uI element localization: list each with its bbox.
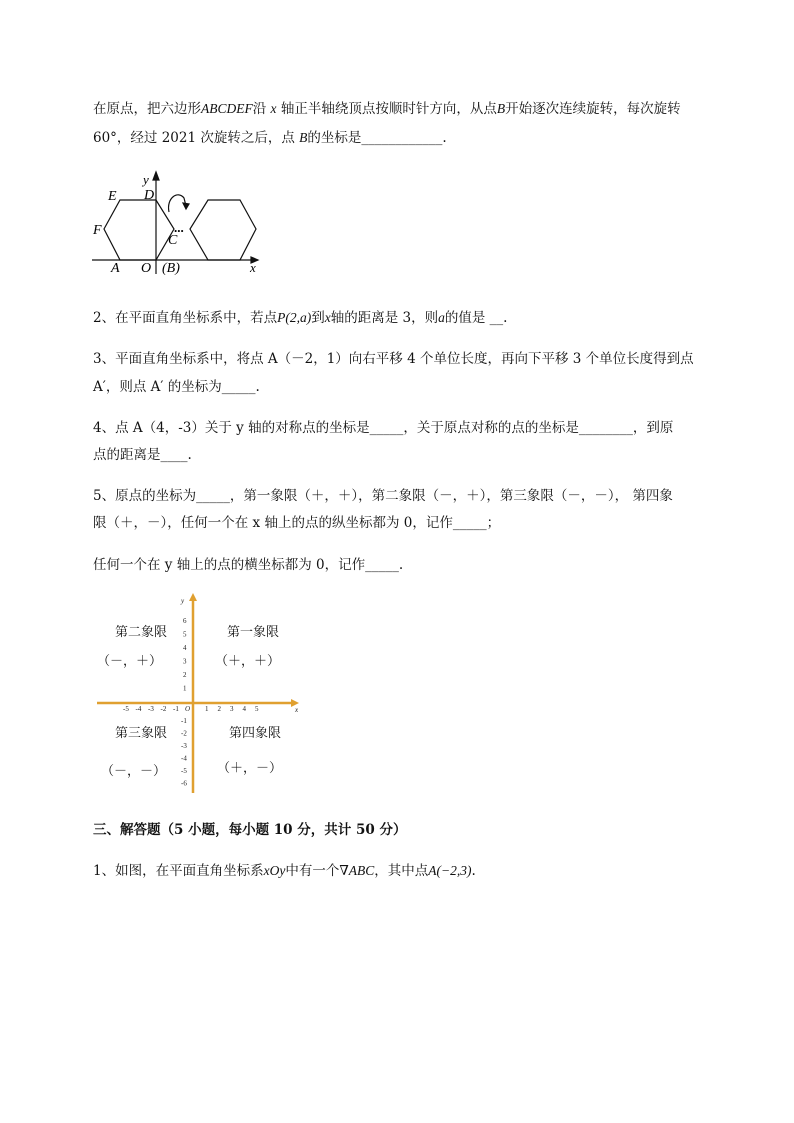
s3q1-text: 中有一个 (285, 863, 340, 879)
point-p: P(2,a) (277, 310, 312, 325)
point-var: B (496, 101, 506, 116)
tick-label: -4 (181, 754, 187, 763)
triangle-name: ∇ABC (339, 863, 375, 878)
q2-line (93, 309, 507, 327)
var-a: a (438, 310, 445, 325)
quadrant-y-arrow-icon (189, 593, 197, 601)
tick-label: 5 (183, 630, 187, 639)
tick-label: 5 (255, 705, 259, 713)
tick-label: -5 (181, 767, 187, 775)
quadrant-4-name: 第四象限 (229, 725, 282, 740)
q1-text: 在原点，把六边形 (93, 101, 201, 117)
hexagon-rotated (190, 200, 256, 260)
q5-line-1: 5、原点的坐标为_____，第一象限（＋，＋），第二象限（－，＋），第三象限（－，－）， 第四象 (93, 488, 673, 504)
q2-text: 轴的距离是 3，则 (330, 310, 439, 326)
label-b: (B) (162, 261, 180, 276)
hexagon-rotation-figure (88, 168, 268, 280)
s3q1-text: 1、如图，在平面直角坐标系 (93, 863, 264, 879)
quadrant-x-label: x (295, 706, 299, 714)
tick-label: -1 (181, 717, 187, 725)
q1-text: 60°，经过 2021 次旋转之后，点 (93, 130, 295, 146)
tick-label: 2 (183, 671, 187, 679)
quadrant-1-name: 第一象限 (227, 624, 280, 639)
q3-line-2: A′，则点 A′ 的坐标为_____. (93, 379, 260, 395)
quadrant-origin: O (185, 705, 191, 713)
coord-system: xOy (263, 863, 286, 878)
hexagon-abcdef (104, 200, 174, 260)
label-y: y (143, 172, 149, 187)
q5-line-3: 任何一个在 y 轴上的点的横坐标都为 0，记作_____. (93, 557, 404, 573)
q1-text: 的坐标是____________. (307, 130, 447, 146)
tick-label: 1 (183, 684, 187, 693)
tick-label: 2 (217, 705, 221, 713)
tick-label: -2 (181, 729, 187, 738)
q1-line-2 (93, 129, 447, 147)
label-dots: ... (174, 220, 184, 235)
quadrant-3-name: 第三象限 (115, 725, 168, 740)
q2-text: 到 (311, 310, 325, 326)
quadrant-3-sign: （－，－） (101, 763, 167, 778)
y-axis-arrow (153, 172, 159, 180)
quadrant-y-label: y (181, 597, 185, 605)
tick-label: -4 (135, 705, 142, 713)
tick-label: 4 (242, 705, 246, 713)
label-x: x (250, 260, 256, 275)
quadrant-figure (95, 593, 305, 798)
tick-label: -5 (123, 705, 129, 713)
quadrant-4-sign: （＋，－） (217, 760, 283, 775)
label-o: O (141, 261, 152, 276)
tick-label: 6 (183, 617, 187, 625)
tick-label: 4 (183, 644, 187, 652)
s3q1-text: ，其中点 (374, 863, 429, 879)
quadrant-2-sign: （－，＋） (97, 653, 163, 668)
q4-line-1: 4、点 A（4，-3）关于 y 轴的对称点的坐标是_____，关于原点对称的点的坐标是________，到原 (93, 420, 674, 436)
tick-label: -1 (173, 705, 179, 713)
s3q1-text: . (471, 863, 476, 879)
quadrant-2-name: 第二象限 (115, 624, 168, 639)
label-f: F (93, 223, 102, 238)
section-3-heading: 三、解答题（5 小题，每小题 10 分，共计 50 分） (93, 822, 407, 838)
tick-label: -6 (181, 779, 187, 788)
point-var: B (299, 130, 308, 145)
q2-text: 的值是 __. (444, 310, 508, 326)
s3q1-line (93, 862, 476, 880)
label-d: D (144, 188, 155, 203)
q2-text: 2、在平面直角坐标系中，若点 (93, 310, 278, 326)
q1-text: 开始逐次连续旋转，每次旋转 (505, 101, 681, 117)
label-e: E (108, 189, 117, 204)
q4-line-2: 点的距离是____. (93, 447, 192, 463)
tick-label: 3 (183, 657, 187, 666)
label-c: C (168, 233, 178, 248)
axis-var: x (324, 310, 331, 325)
quadrant-1-sign: （＋，＋） (215, 653, 281, 668)
tick-label: -2 (160, 705, 167, 713)
axis-var: x (270, 101, 277, 116)
tick-label: 3 (230, 705, 234, 713)
hexagon-name: ABCDEF (201, 101, 253, 116)
q1-text: 沿 (252, 101, 267, 117)
label-a: A (111, 261, 120, 276)
tick-label: -3 (181, 742, 187, 750)
rotation-arrowhead-icon (183, 203, 189, 209)
point-a: A(−2,3) (428, 863, 472, 878)
q3-line-1: 3、平面直角坐标系中，将点 A（－2，1）向右平移 4 个单位长度，再向下平移 3 个单位长度得到点 (93, 351, 694, 367)
q1-text: 轴正半轴绕顶点按顺时针方向，从点 (280, 101, 497, 117)
q1-line-1 (93, 100, 681, 118)
q5-line-2: 限（＋，－），任何一个在 x 轴上的点的纵坐标都为 0，记作_____； (93, 515, 501, 531)
tick-label: 1 (205, 705, 209, 713)
tick-label: -3 (148, 705, 154, 713)
